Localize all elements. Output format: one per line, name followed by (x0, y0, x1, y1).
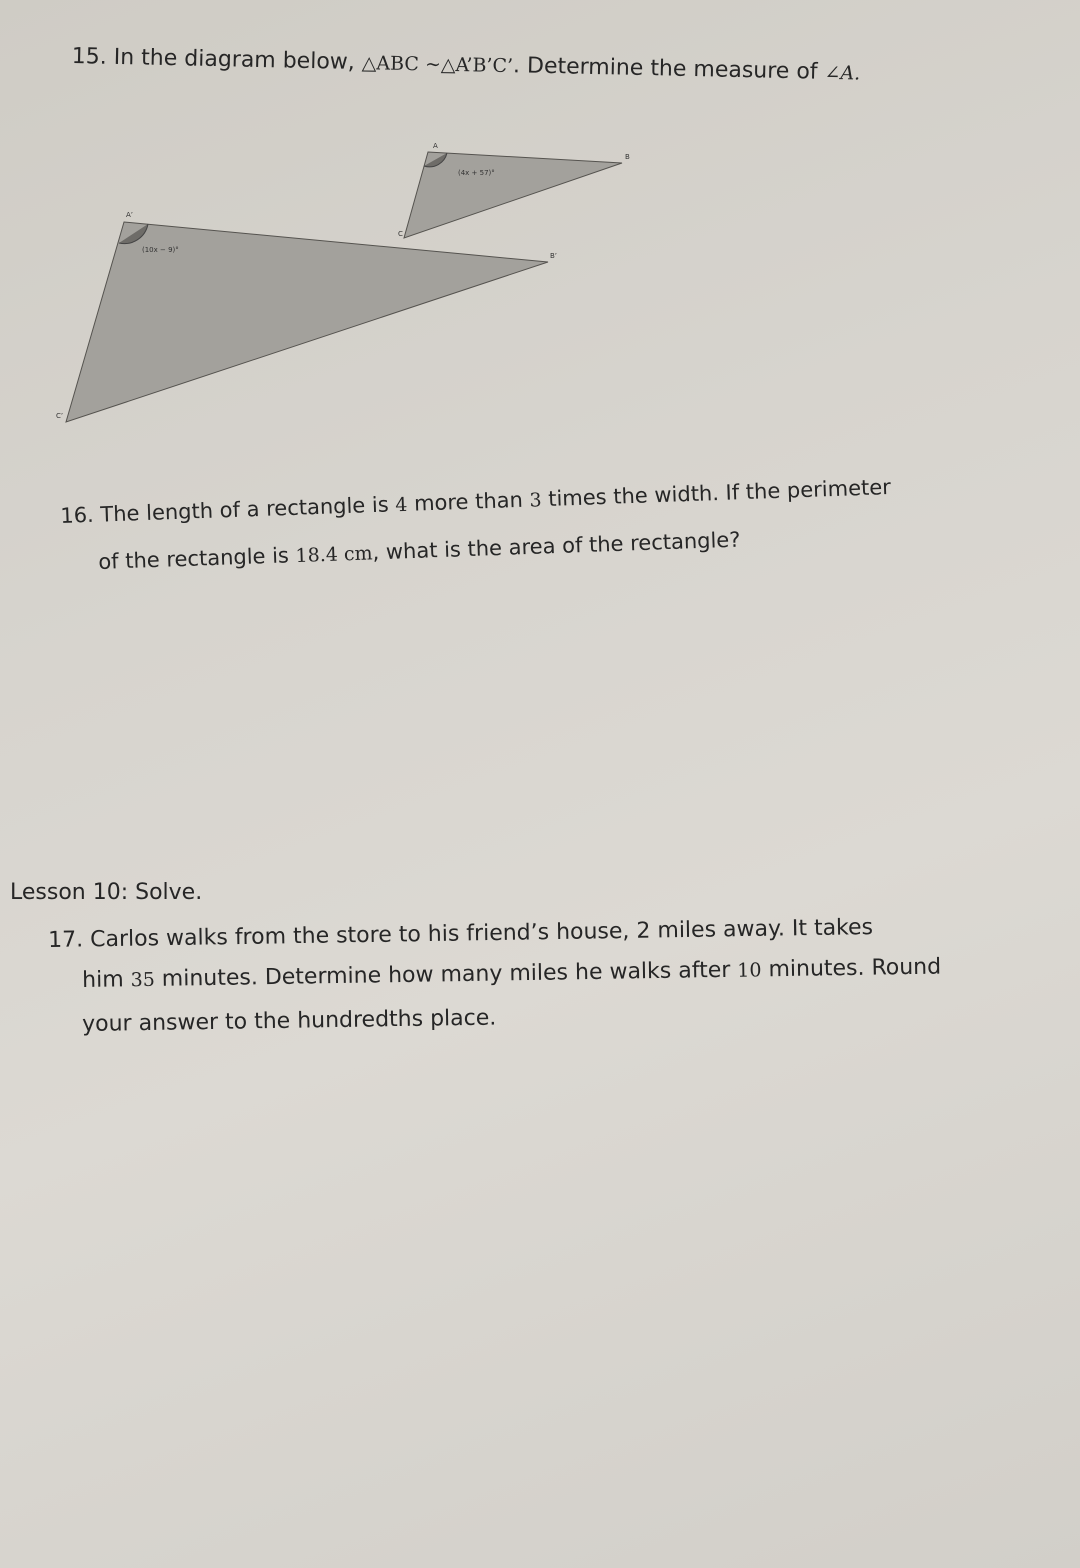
number-value: 35 (130, 968, 156, 992)
lesson-heading: Lesson 10: Solve. (10, 880, 203, 905)
small-angle-label: (4x + 57)° (458, 169, 495, 177)
vertex-b-prime-label: B’ (550, 252, 558, 260)
similarity-statement: △ABC ~△A’B’C’ (361, 52, 514, 78)
question-16-line-1 (60, 477, 891, 527)
large-triangle (66, 222, 548, 422)
question-text: times the width. If the perimeter (541, 475, 892, 512)
question-number: 17. (47, 927, 84, 953)
question-17-line-3: your answer to the hundredths place. (81, 1005, 497, 1037)
vertex-c-label: C (398, 230, 403, 238)
similar-triangles-diagram (0, 0, 1080, 460)
question-number: 16. (59, 502, 95, 528)
question-text: The length of a rectangle is (99, 492, 396, 527)
question-text: , what is the area of the rectangle? (372, 527, 741, 565)
number-value: 10 (737, 959, 762, 982)
number-value: 4 (394, 493, 408, 517)
question-text: minutes. Determine how many miles he walks after (154, 957, 738, 992)
large-angle-label: (10x − 9)° (142, 246, 179, 254)
vertex-c-prime-label: C’ (56, 412, 64, 420)
vertex-b-label: B (625, 153, 630, 161)
question-number: 15. (71, 44, 108, 70)
question-text: . Determine the measure of (512, 53, 825, 85)
question-text: him (81, 967, 131, 993)
vertex-a-prime-label: A’ (126, 211, 134, 219)
question-16-line-2 (97, 527, 741, 574)
angle-reference: ∠A. (824, 61, 861, 85)
vertex-a-label: A (433, 142, 438, 150)
question-17-line-2 (81, 954, 942, 993)
question-text: minutes. Round (761, 954, 942, 983)
question-17-line-1 (48, 917, 873, 952)
number-value: 3 (529, 489, 542, 512)
question-text: more than (406, 487, 530, 516)
perimeter-value: 18.4 cm (295, 542, 373, 568)
question-text: of the rectangle is (97, 543, 296, 574)
question-text: Carlos walks from the store to his friend’s house, 2 miles away. It takes (89, 915, 874, 953)
question-text: In the diagram below, (113, 44, 363, 76)
